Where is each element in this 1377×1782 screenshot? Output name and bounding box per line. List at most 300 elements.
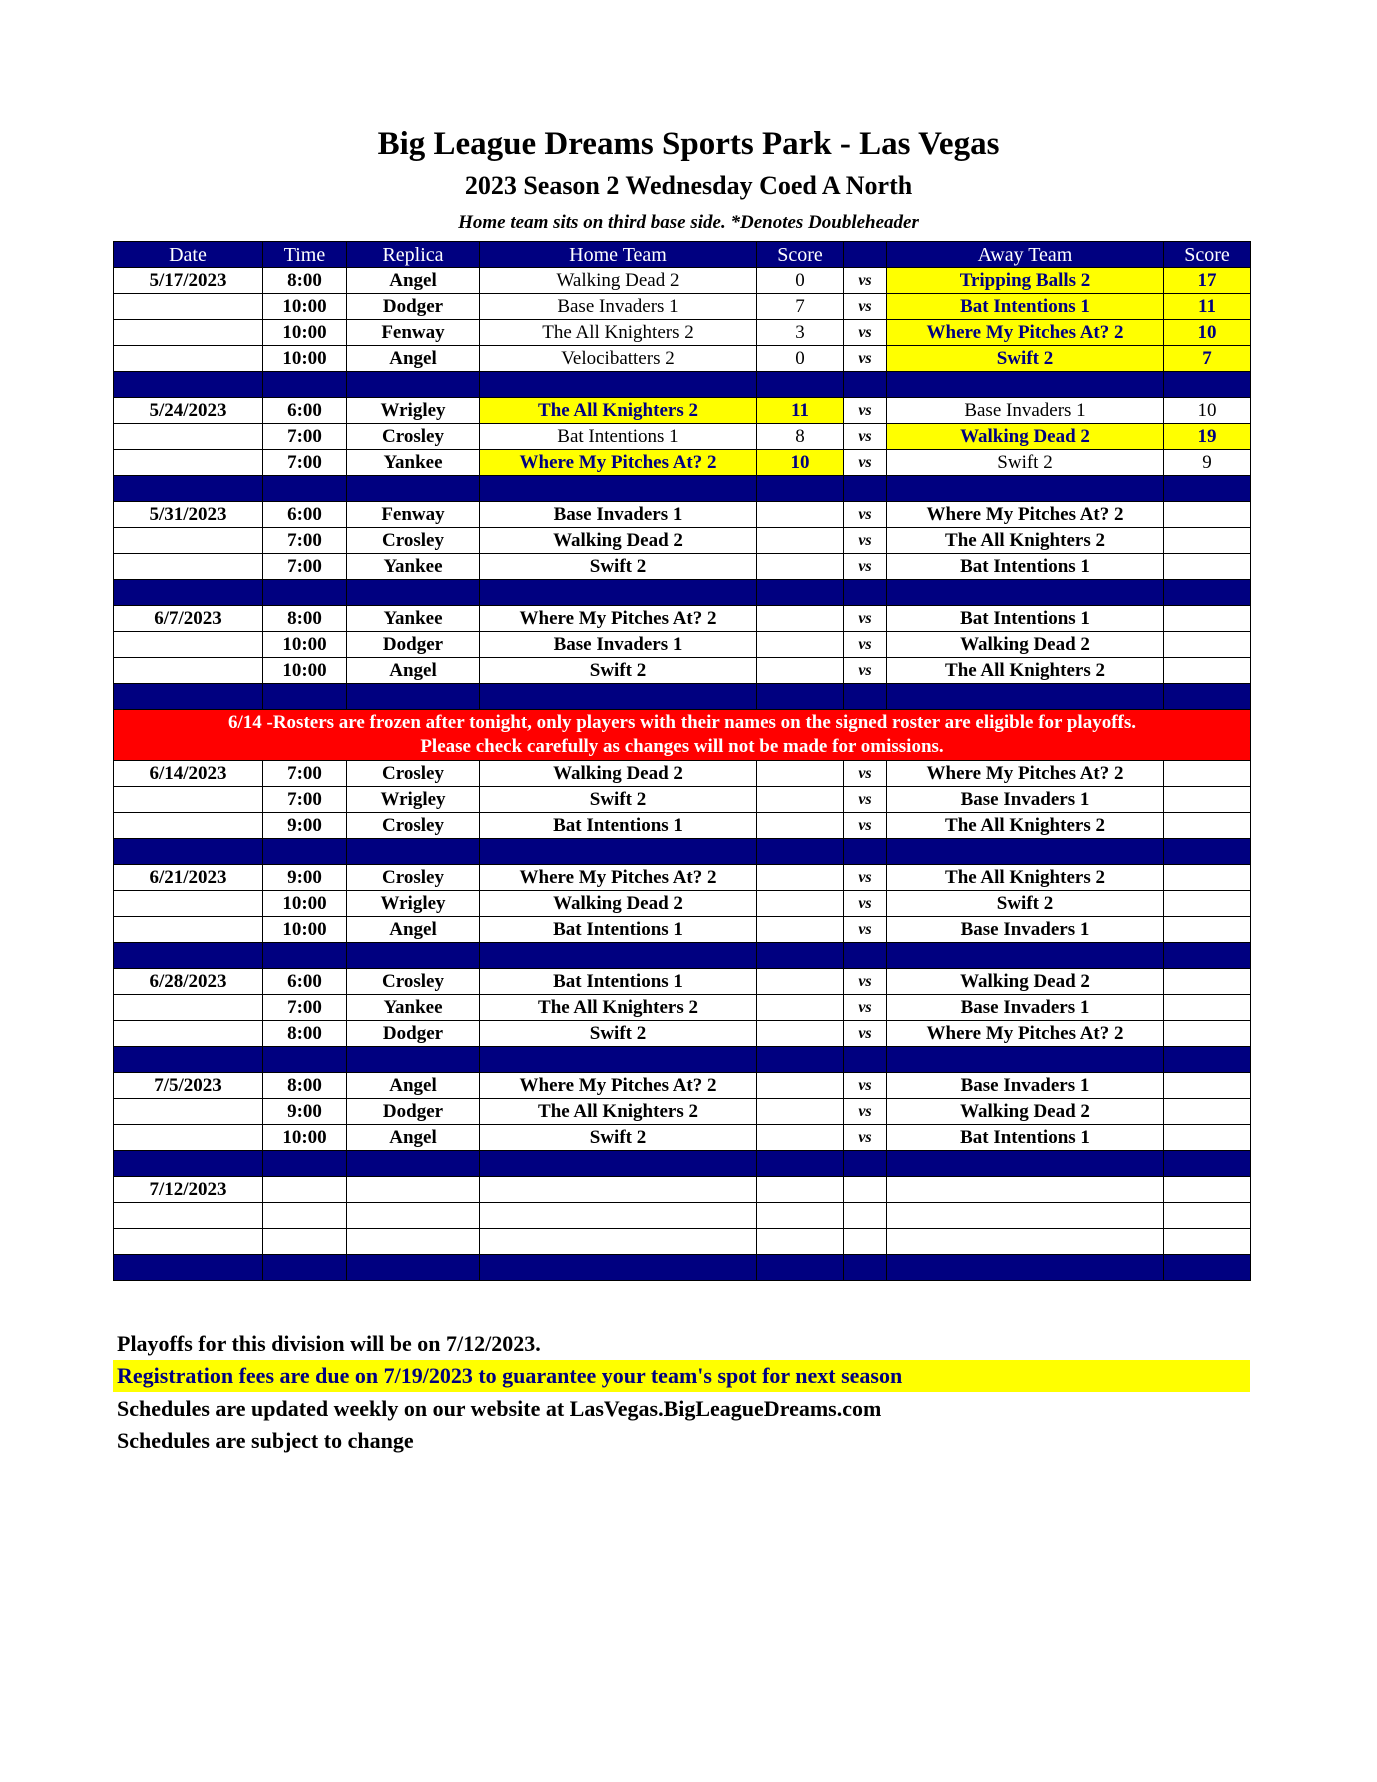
home-team-cell (480, 1229, 757, 1255)
away-score-cell: 10 (1164, 398, 1251, 424)
time-cell: 7:00 (263, 424, 347, 450)
separator-cell (887, 476, 1164, 502)
away-team-cell (887, 1229, 1164, 1255)
game-row (114, 320, 1251, 346)
time-cell: 10:00 (263, 1125, 347, 1151)
away-team-cell: Base Invaders 1 (887, 917, 1164, 943)
away-team-cell: Swift 2 (887, 891, 1164, 917)
vs-cell: vs (844, 969, 887, 995)
away-team-cell: Swift 2 (887, 450, 1164, 476)
vs-cell: vs (844, 268, 887, 294)
home-team-cell: Where My Pitches At? 2 (480, 450, 757, 476)
away-score-cell (1164, 632, 1251, 658)
separator-cell (844, 1255, 887, 1281)
away-score-cell (1164, 1229, 1251, 1255)
separator-cell (263, 943, 347, 969)
game-row (114, 606, 1251, 632)
change-note: Schedules are subject to change (117, 1428, 414, 1453)
separator-cell (1164, 476, 1251, 502)
time-cell: 8:00 (263, 268, 347, 294)
game-row (114, 891, 1251, 917)
home-score-cell (757, 1125, 844, 1151)
separator-cell (114, 476, 263, 502)
home-team-cell: The All Knighters 2 (480, 1099, 757, 1125)
vs-cell: vs (844, 606, 887, 632)
week-separator (114, 684, 1251, 710)
separator-cell (263, 476, 347, 502)
away-team-cell: Bat Intentions 1 (887, 606, 1164, 632)
home-score-cell (757, 995, 844, 1021)
separator-cell (1164, 839, 1251, 865)
away-score-cell (1164, 554, 1251, 580)
separator-cell (347, 1047, 480, 1073)
time-cell: 6:00 (263, 969, 347, 995)
separator-cell (347, 943, 480, 969)
separator-cell (347, 684, 480, 710)
game-row (114, 502, 1251, 528)
time-cell: 9:00 (263, 865, 347, 891)
replica-field-cell: Yankee (347, 554, 480, 580)
home-team-cell: Walking Dead 2 (480, 268, 757, 294)
date-cell (114, 346, 263, 372)
separator-cell (480, 839, 757, 865)
away-team-cell: Base Invaders 1 (887, 787, 1164, 813)
away-score-cell (1164, 1125, 1251, 1151)
home-team-cell: Where My Pitches At? 2 (480, 865, 757, 891)
home-score-cell (757, 1021, 844, 1047)
home-score-cell (757, 528, 844, 554)
separator-cell (757, 1255, 844, 1281)
date-cell: 7/5/2023 (114, 1073, 263, 1099)
vs-cell: vs (844, 320, 887, 346)
home-team-cell: Base Invaders 1 (480, 632, 757, 658)
home-score-cell (757, 813, 844, 839)
home-team-cell (480, 1177, 757, 1203)
away-score-cell (1164, 891, 1251, 917)
separator-cell (480, 943, 757, 969)
separator-cell (887, 580, 1164, 606)
separator-cell (757, 476, 844, 502)
time-cell: 8:00 (263, 606, 347, 632)
separator-cell (480, 372, 757, 398)
home-team-cell: Where My Pitches At? 2 (480, 1073, 757, 1099)
away-team-cell: Base Invaders 1 (887, 995, 1164, 1021)
game-row (114, 294, 1251, 320)
home-score-cell: 0 (757, 268, 844, 294)
away-score-cell: 10 (1164, 320, 1251, 346)
date-cell: 7/12/2023 (114, 1177, 263, 1203)
home-team-cell: Swift 2 (480, 1021, 757, 1047)
home-team-cell: Velocibatters 2 (480, 346, 757, 372)
separator-cell (887, 839, 1164, 865)
week-separator (114, 1151, 1251, 1177)
replica-field-cell: Crosley (347, 528, 480, 554)
time-cell: 7:00 (263, 787, 347, 813)
separator-cell (1164, 1255, 1251, 1281)
separator-cell (757, 839, 844, 865)
date-cell: 6/21/2023 (114, 865, 263, 891)
vs-cell: vs (844, 865, 887, 891)
game-row (114, 632, 1251, 658)
replica-field-cell: Crosley (347, 424, 480, 450)
date-cell (114, 632, 263, 658)
separator-cell (114, 684, 263, 710)
week-separator (114, 476, 1251, 502)
roster-notice-line1: 6/14 -Rosters are frozen after tonight, only players with their names on the signed roster are eligible for playoffs. (227, 712, 1137, 733)
date-cell (114, 813, 263, 839)
registration-note: Registration fees are due on 7/19/2023 to guarantee your team's spot for next season (113, 1360, 1250, 1392)
separator-cell (757, 684, 844, 710)
away-score-cell (1164, 658, 1251, 684)
page-title: Big League Dreams Sports Park - Las Vegas (377, 126, 1000, 162)
home-score-cell: 10 (757, 450, 844, 476)
home-score-cell (757, 606, 844, 632)
home-score-cell (757, 1099, 844, 1125)
away-team-cell: The All Knighters 2 (887, 813, 1164, 839)
home-score-cell (757, 658, 844, 684)
vs-cell (844, 1229, 887, 1255)
game-row (114, 398, 1251, 424)
away-team-cell: Bat Intentions 1 (887, 554, 1164, 580)
away-score-cell (1164, 787, 1251, 813)
replica-field-cell: Angel (347, 346, 480, 372)
time-cell: 10:00 (263, 891, 347, 917)
game-row (114, 424, 1251, 450)
separator-cell (480, 1151, 757, 1177)
roster-notice-row (114, 710, 1251, 761)
away-team-cell: The All Knighters 2 (887, 865, 1164, 891)
separator-cell (263, 580, 347, 606)
date-cell (114, 658, 263, 684)
home-team-cell: Bat Intentions 1 (480, 969, 757, 995)
vs-cell: vs (844, 813, 887, 839)
game-row (114, 1229, 1251, 1255)
separator-cell (480, 580, 757, 606)
home-team-cell: Swift 2 (480, 1125, 757, 1151)
replica-field-cell: Yankee (347, 995, 480, 1021)
home-team-cell (480, 1203, 757, 1229)
home-score-cell (757, 1177, 844, 1203)
date-cell (114, 528, 263, 554)
away-team-cell: The All Knighters 2 (887, 528, 1164, 554)
game-row (114, 969, 1251, 995)
game-row (114, 917, 1251, 943)
home-team-cell: Bat Intentions 1 (480, 424, 757, 450)
game-row (114, 1021, 1251, 1047)
away-score-cell: 19 (1164, 424, 1251, 450)
away-score-cell (1164, 606, 1251, 632)
separator-cell (757, 580, 844, 606)
separator-cell (263, 1047, 347, 1073)
game-row (114, 1125, 1251, 1151)
game-row (114, 761, 1251, 787)
home-team-cell: Bat Intentions 1 (480, 813, 757, 839)
page-subtitle: 2023 Season 2 Wednesday Coed A North (464, 171, 913, 200)
week-separator (114, 943, 1251, 969)
home-score-cell (757, 1229, 844, 1255)
vs-cell: vs (844, 632, 887, 658)
separator-cell (347, 1151, 480, 1177)
date-cell: 5/17/2023 (114, 268, 263, 294)
home-score-cell (757, 502, 844, 528)
date-cell (114, 917, 263, 943)
away-score-cell (1164, 813, 1251, 839)
replica-field-cell (347, 1177, 480, 1203)
time-cell: 10:00 (263, 658, 347, 684)
col-header-away-team: Away Team (887, 242, 1164, 268)
home-score-cell (757, 1073, 844, 1099)
col-header-replica: Replica (347, 242, 480, 268)
home-score-cell (757, 787, 844, 813)
replica-field-cell: Yankee (347, 450, 480, 476)
away-score-cell (1164, 761, 1251, 787)
separator-cell (347, 580, 480, 606)
time-cell (263, 1229, 347, 1255)
vs-cell (844, 1177, 887, 1203)
home-team-cell: Where My Pitches At? 2 (480, 606, 757, 632)
schedule-body (114, 268, 1251, 1281)
home-team-cell: Base Invaders 1 (480, 502, 757, 528)
date-cell: 5/31/2023 (114, 502, 263, 528)
time-cell: 8:00 (263, 1073, 347, 1099)
away-team-cell: Walking Dead 2 (887, 1099, 1164, 1125)
separator-cell (757, 943, 844, 969)
separator-cell (1164, 580, 1251, 606)
replica-field-cell: Angel (347, 268, 480, 294)
schedule-table (113, 241, 1251, 1281)
away-team-cell: Where My Pitches At? 2 (887, 761, 1164, 787)
away-score-cell (1164, 1177, 1251, 1203)
replica-field-cell: Angel (347, 917, 480, 943)
col-header-home-score: Score (757, 242, 844, 268)
game-row (114, 787, 1251, 813)
time-cell: 6:00 (263, 502, 347, 528)
date-cell (114, 1125, 263, 1151)
separator-cell (1164, 943, 1251, 969)
game-row (114, 658, 1251, 684)
time-cell: 10:00 (263, 632, 347, 658)
date-cell (114, 995, 263, 1021)
game-row (114, 1203, 1251, 1229)
separator-cell (1164, 1151, 1251, 1177)
home-team-cell: The All Knighters 2 (480, 320, 757, 346)
away-team-cell: Where My Pitches At? 2 (887, 320, 1164, 346)
col-header-date: Date (114, 242, 263, 268)
replica-field-cell: Dodger (347, 632, 480, 658)
time-cell: 10:00 (263, 320, 347, 346)
col-header-away-score: Score (1164, 242, 1251, 268)
separator-cell (347, 372, 480, 398)
col-header-vs (844, 242, 887, 268)
game-row (114, 346, 1251, 372)
vs-cell: vs (844, 1021, 887, 1047)
date-cell: 6/28/2023 (114, 969, 263, 995)
away-score-cell (1164, 1021, 1251, 1047)
away-team-cell: Base Invaders 1 (887, 1073, 1164, 1099)
replica-field-cell: Wrigley (347, 787, 480, 813)
week-separator (114, 839, 1251, 865)
time-cell: 9:00 (263, 813, 347, 839)
home-score-cell (757, 761, 844, 787)
week-separator (114, 1047, 1251, 1073)
away-team-cell: The All Knighters 2 (887, 658, 1164, 684)
separator-cell (480, 1255, 757, 1281)
date-cell (114, 424, 263, 450)
date-cell (114, 450, 263, 476)
home-score-cell (757, 554, 844, 580)
separator-cell (480, 476, 757, 502)
vs-cell: vs (844, 294, 887, 320)
away-score-cell (1164, 502, 1251, 528)
vs-cell: vs (844, 1099, 887, 1125)
separator-cell (480, 684, 757, 710)
game-row (114, 528, 1251, 554)
separator-cell (347, 476, 480, 502)
vs-cell: vs (844, 787, 887, 813)
separator-cell (757, 372, 844, 398)
away-score-cell: 9 (1164, 450, 1251, 476)
time-cell: 9:00 (263, 1099, 347, 1125)
playoffs-note: Playoffs for this division will be on 7/12/2023. (117, 1331, 541, 1356)
separator-cell (844, 580, 887, 606)
replica-field-cell: Wrigley (347, 398, 480, 424)
separator-cell (263, 1255, 347, 1281)
roster-notice (114, 710, 1251, 761)
replica-field-cell: Crosley (347, 761, 480, 787)
separator-cell (114, 372, 263, 398)
home-score-cell (757, 632, 844, 658)
home-score-cell: 3 (757, 320, 844, 346)
separator-cell (887, 1255, 1164, 1281)
separator-cell (1164, 684, 1251, 710)
time-cell: 10:00 (263, 917, 347, 943)
time-cell: 7:00 (263, 761, 347, 787)
home-team-cell: Swift 2 (480, 658, 757, 684)
replica-field-cell: Yankee (347, 606, 480, 632)
separator-cell (114, 1255, 263, 1281)
home-team-cell: Walking Dead 2 (480, 891, 757, 917)
replica-field-cell: Crosley (347, 813, 480, 839)
separator-cell (347, 839, 480, 865)
vs-cell: vs (844, 891, 887, 917)
vs-cell: vs (844, 554, 887, 580)
separator-cell (844, 1047, 887, 1073)
date-cell (114, 320, 263, 346)
header-row (114, 242, 1251, 268)
home-team-cell: Swift 2 (480, 787, 757, 813)
away-score-cell: 7 (1164, 346, 1251, 372)
home-team-cell: Walking Dead 2 (480, 761, 757, 787)
vs-cell: vs (844, 761, 887, 787)
separator-cell (263, 839, 347, 865)
separator-cell (844, 684, 887, 710)
schedule-note: Home team sits on third base side. *Denotes Doubleheader (458, 212, 919, 233)
away-team-cell: Walking Dead 2 (887, 424, 1164, 450)
separator-cell (887, 372, 1164, 398)
away-team-cell: Bat Intentions 1 (887, 1125, 1164, 1151)
away-score-cell (1164, 1099, 1251, 1125)
replica-field-cell (347, 1203, 480, 1229)
replica-field-cell: Angel (347, 1125, 480, 1151)
time-cell (263, 1177, 347, 1203)
replica-field-cell: Fenway (347, 502, 480, 528)
vs-cell: vs (844, 917, 887, 943)
separator-cell (480, 1047, 757, 1073)
away-score-cell (1164, 1203, 1251, 1229)
home-team-cell: Walking Dead 2 (480, 528, 757, 554)
replica-field-cell (347, 1229, 480, 1255)
separator-cell (263, 1151, 347, 1177)
vs-cell: vs (844, 1073, 887, 1099)
game-row (114, 554, 1251, 580)
separator-cell (114, 943, 263, 969)
date-cell (114, 1203, 263, 1229)
separator-cell (844, 1151, 887, 1177)
separator-cell (844, 372, 887, 398)
game-row (114, 1099, 1251, 1125)
away-team-cell: Base Invaders 1 (887, 398, 1164, 424)
replica-field-cell: Dodger (347, 1099, 480, 1125)
date-cell: 6/14/2023 (114, 761, 263, 787)
game-row (114, 1177, 1251, 1203)
home-score-cell: 0 (757, 346, 844, 372)
game-row (114, 813, 1251, 839)
vs-cell (844, 1203, 887, 1229)
home-score-cell: 8 (757, 424, 844, 450)
separator-cell (844, 476, 887, 502)
time-cell: 7:00 (263, 995, 347, 1021)
separator-cell (114, 839, 263, 865)
game-row (114, 1073, 1251, 1099)
home-team-cell: Base Invaders 1 (480, 294, 757, 320)
away-team-cell: Walking Dead 2 (887, 969, 1164, 995)
date-cell (114, 787, 263, 813)
away-score-cell (1164, 995, 1251, 1021)
away-score-cell: 17 (1164, 268, 1251, 294)
away-score-cell (1164, 865, 1251, 891)
away-team-cell (887, 1203, 1164, 1229)
game-row (114, 995, 1251, 1021)
vs-cell: vs (844, 424, 887, 450)
vs-cell: vs (844, 398, 887, 424)
time-cell: 10:00 (263, 294, 347, 320)
replica-field-cell: Crosley (347, 969, 480, 995)
game-row (114, 268, 1251, 294)
date-cell (114, 1021, 263, 1047)
date-cell (114, 294, 263, 320)
home-score-cell (757, 1203, 844, 1229)
home-score-cell (757, 891, 844, 917)
vs-cell: vs (844, 346, 887, 372)
vs-cell: vs (844, 450, 887, 476)
time-cell: 10:00 (263, 346, 347, 372)
home-score-cell: 11 (757, 398, 844, 424)
away-team-cell: Swift 2 (887, 346, 1164, 372)
separator-cell (844, 839, 887, 865)
time-cell: 8:00 (263, 1021, 347, 1047)
week-separator (114, 372, 1251, 398)
date-cell (114, 554, 263, 580)
date-cell (114, 891, 263, 917)
date-cell (114, 1099, 263, 1125)
roster-notice-line2: Please check carefully as changes will not be made for omissions. (420, 736, 944, 757)
week-separator (114, 580, 1251, 606)
separator-cell (114, 580, 263, 606)
home-team-cell: The All Knighters 2 (480, 995, 757, 1021)
time-cell: 6:00 (263, 398, 347, 424)
home-score-cell (757, 969, 844, 995)
away-team-cell: Where My Pitches At? 2 (887, 502, 1164, 528)
